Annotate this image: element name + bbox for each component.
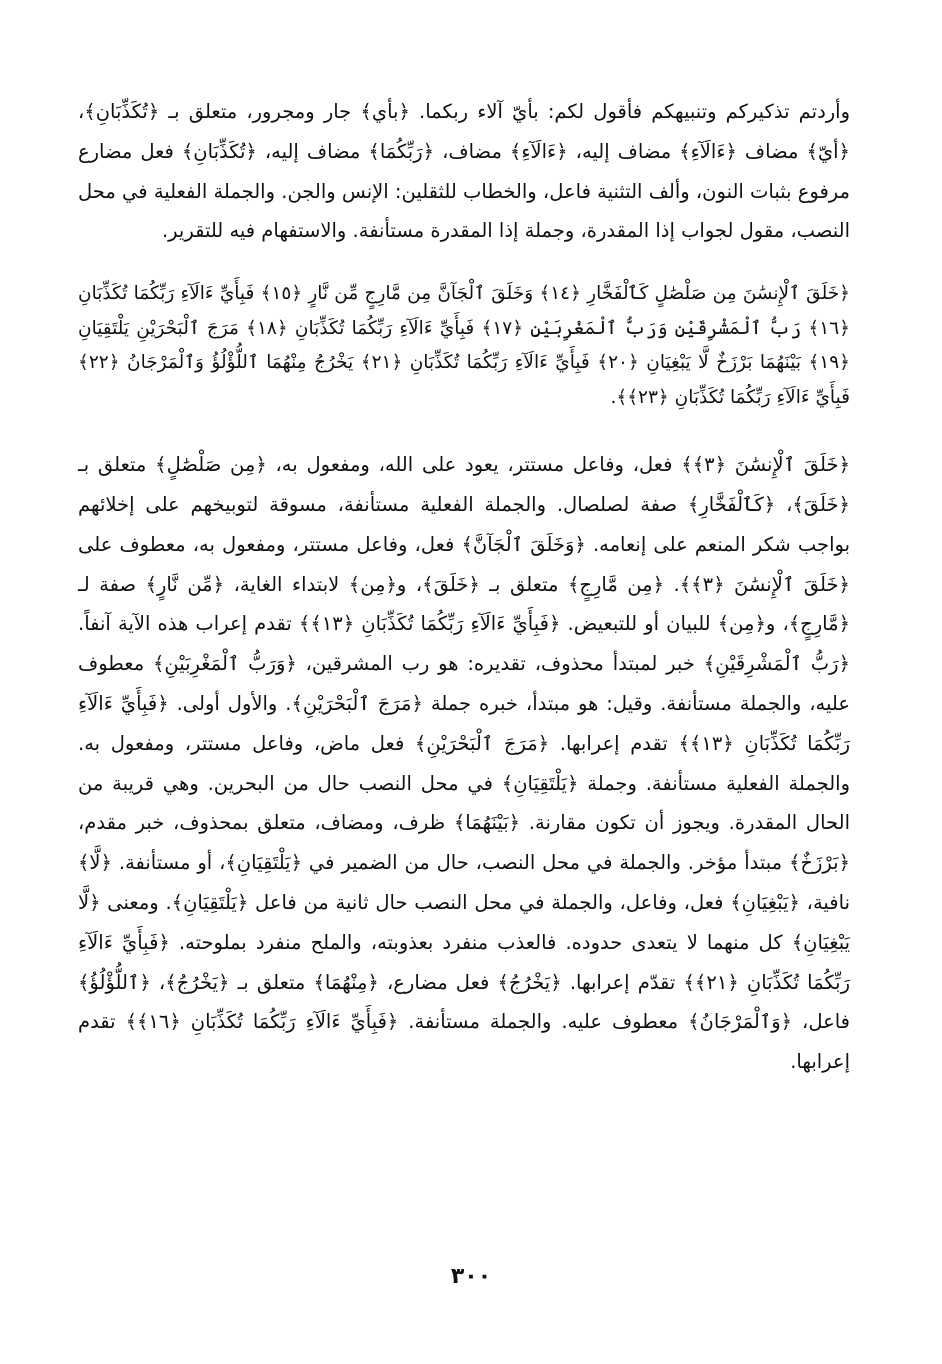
- paragraph-grammar-analysis: ﴿خَلَقَ ٱلْإِنسَٰنَ ﴿٣﴾﴾ فعل، وفاعل مستتر، يعود على الله، ومفعول به، ﴿مِن صَلْصَٰلٍ﴾ متعلق بـ ﴿خَلَقَ﴾، ﴿كَٱلْفَخَّارِ﴾ صفة لصلصال. والجملة الفعلية مستأنفة، مسوقة لتوبيخهم على إخلائهم بواجب شكر المنعم على إنعامه. ﴿وَخَلَقَ ٱلْجَآنَّ﴾ فعل، وفاعل مستتر، ومفعول به، معطوف على ﴿خَلَقَ ٱلْإِنسَٰنَ ﴿٣﴾﴾. ﴿مِن مَّارِجٍ﴾ متعلق بـ ﴿خَلَقَ﴾، و﴿مِن﴾ لابتداء الغاية، ﴿مِّن نَّارٍ﴾ صفة لـ ﴿مَّارِجٍ﴾، و﴿مِن﴾ للبيان أو للتبعيض. ﴿فَبِأَيِّ ءَالَآءِ رَبِّكُمَا تُكَذِّبَانِ ﴿١٣﴾﴾ تقدم إعراب هذه الآية آنفاً. ﴿رَبُّ ٱلْمَشْرِقَيْنِ﴾ خبر لمبتدأ محذوف، تقديره: هو رب المشرقين، ﴿وَرَبُّ ٱلْمَغْرِبَيْنِ﴾ معطوف عليه، والجملة مستأنفة. وقيل: هو مبتدأ، خبره جملة ﴿مَرَجَ ٱلْبَحْرَيْنِ﴾. والأول أولى. ﴿فَبِأَيِّ ءَالَآءِ رَبِّكُمَا تُكَذِّبَانِ ﴿١٣﴾﴾ تقدم إعرابها. ﴿مَرَجَ ٱلْبَحْرَيْنِ﴾ فعل ماض، وفاعل مستتر، ومفعول به. والجملة الفعلية مستأنفة. وجملة ﴿يَلْتَقِيَانِ﴾ في محل النصب حال من البحرين. وهي قريبة من الحال المقدرة. ويجوز أن تكون مقارنة. ﴿بَيْنَهُمَا﴾ ظرف، ومضاف، متعلق بمحذوف، خبر مقدم، ﴿بَرْزَخٌ﴾ مبتدأ مؤخر. والجملة في محل النصب، حال من الضمير في ﴿يَلْتَقِيَانِ﴾، أو مستأنفة. ﴿لَّا﴾ نافية، ﴿يَبْغِيَانِ﴾ فعل، وفاعل، والجملة في محل النصب حال ثانية من فاعل ﴿يَلْتَقِيَانِ﴾. ومعنى ﴿لَّا يَبْغِيَانِ﴾ كل منهما لا يتعدى حدوده. فالعذب منفرد بعذوبته، والملح منفرد بملوحته. ﴿فَبِأَيِّ ءَالَآءِ رَبِّكُمَا تُكَذِّبَانِ ﴿٢١﴾﴾ تقدّم إعرابها. ﴿يَخْرُجُ﴾ فعل مضارع، ﴿مِنْهُمَا﴾ متعلق بـ ﴿يَخْرُجُ﴾، ﴿ٱللُّؤْلُؤُ﴾ فاعل، ﴿وَٱلْمَرْجَانُ﴾ معطوف عليه. والجملة مستأنفة. ﴿فَبِأَيِّ ءَالَآءِ رَبِّكُمَا تُكَذِّبَانِ ﴿١٦﴾﴾ تقدم إعرابها.: [78, 453, 850, 1074]
- paragraph-intro: وأردتم تذكيركم وتنبيهكم فأقول لكم: بأيّ آلاء ربكما. ﴿بأي﴾ جار ومجرور، متعلق بـ ﴿تُكَذِّبَانِ﴾، ﴿أيّ﴾ مضاف ﴿ءَالَآءِ﴾ مضاف إليه، ﴿ءَالَآءِ﴾ مضاف، ﴿رَبِّكُمَا﴾ مضاف إليه، ﴿تُكَذِّبَانِ﴾ فعل مضارع مرفوع بثبات النون، وألف التثنية فاعل، والخطاب للثقلين: الإنس والجن. والجملة الفعلية في محل النصب، مقول لجواب إذا المقدرة، وجملة إذا المقدرة مستأنفة. والاستفهام فيه للتقرير.: [78, 100, 850, 243]
- quran-verses-block: ﴿خَلَقَ ٱلْإِنسَٰنَ مِن صَلْصَٰلٍ كَٱلْفَخَّارِ ﴿١٤﴾ وَخَلَقَ ٱلْجَآنَّ مِن مَّارِجٍ مِّن نَّارٍ ﴿١٥﴾ فَبِأَيِّ ءَالَآءِ رَبِّكُمَا تُكَذِّبَانِ ﴿١٦﴾ رَبُّ ٱلْمَشْرِقَيْنِ وَرَبُّ ٱلْمَغْرِبَيْنِ ﴿١٧﴾ فَبِأَيِّ ءَالَآءِ رَبِّكُمَا تُكَذِّبَانِ ﴿١٨﴾ مَرَجَ ٱلْبَحْرَيْنِ يَلْتَقِيَانِ ﴿١٩﴾ بَيْنَهُمَا بَرْزَخٌ لَّا يَبْغِيَانِ ﴿٢٠﴾ فَبِأَيِّ ءَالَآءِ رَبِّكُمَا تُكَذِّبَانِ ﴿٢١﴾ يَخْرُجُ مِنْهُمَا ٱللُّؤْلُؤُ وَٱلْمَرْجَانُ ﴿٢٢﴾ فَبِأَيِّ ءَالَآءِ رَبِّكُمَا تُكَذِّبَانِ ﴿٢٣﴾﴾.: [78, 283, 851, 408]
- page-number: ٣٠٠: [450, 1264, 492, 1289]
